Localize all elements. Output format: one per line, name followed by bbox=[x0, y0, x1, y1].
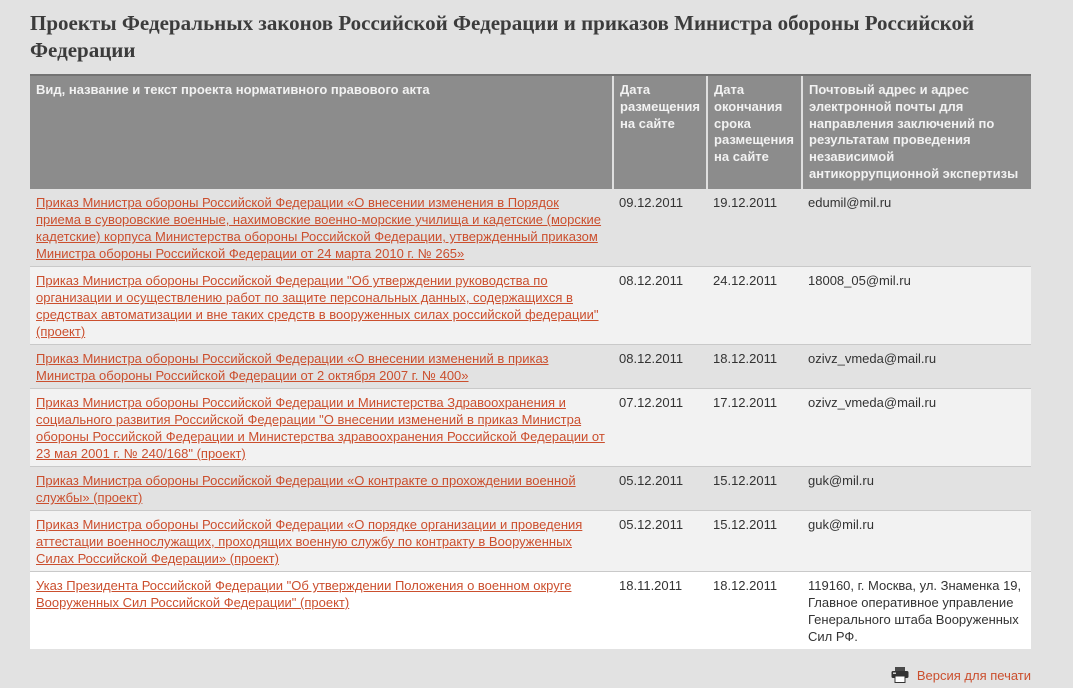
page-title: Проекты Федеральных законов Российской Федерации и приказов Министра обороны Российской Федерации bbox=[30, 11, 975, 62]
date-end-cell: 15.12.2011 bbox=[713, 473, 778, 489]
contact-address-cell: 119160, г. Москва, ул. Знаменка 19, Главное оперативное управление Генерального штаба Вооруженных Сил РФ. bbox=[808, 578, 1022, 645]
print-version-label: Версия для печати bbox=[916, 667, 1031, 683]
document-link[interactable]: Приказ Министра обороны Российской Федерации «О порядке организации и проведения аттестации военнослужащих, проходящих военную службу по контракту в Вооруженных Силах Российской Федерации» (проект) bbox=[36, 517, 583, 567]
contact-address-cell: edumil@mil.ru bbox=[808, 195, 892, 211]
document-title-cell bbox=[30, 511, 613, 572]
table-row bbox=[30, 345, 1031, 389]
table-row bbox=[30, 189, 1031, 267]
table-row bbox=[30, 572, 1031, 650]
table-row bbox=[30, 467, 1031, 511]
document-link[interactable]: Приказ Министра обороны Российской Федерации «О внесении изменения в Порядок приема в суворовские военные, нахимовские военно-морские училища и кадетские (морские кадетские) корпуса Министерства обороны Российской Федерации, утвержденный приказом Министра обороны Российской Федерации от 24 марта 2010 г. № 265» bbox=[36, 195, 602, 262]
print-line bbox=[30, 667, 1031, 688]
header-date-end: Дата окончания срока размещения на сайте bbox=[707, 75, 802, 189]
date-posted-cell: 08.12.2011 bbox=[619, 351, 684, 367]
document-link[interactable]: Приказ Министра обороны Российской Федерации и Министерства Здравоохранения и социального развития Российской Федерации "О внесении изменений в приказ Министра обороны Российской Федерации и Министерства здравоохранения Российской Федерации от 23 мая 2001 г. № 240/168" (проект) bbox=[36, 395, 605, 462]
date-posted-cell: 05.12.2011 bbox=[619, 473, 684, 489]
document-title-cell bbox=[30, 189, 613, 267]
document-title-cell bbox=[30, 389, 613, 467]
table-row bbox=[30, 389, 1031, 467]
date-end-cell: 24.12.2011 bbox=[713, 273, 778, 289]
header-date-posted: Дата размещения на сайте bbox=[613, 75, 707, 189]
table-body bbox=[30, 189, 1031, 649]
contact-address-cell: ozivz_vmeda@mail.ru bbox=[808, 351, 937, 367]
date-end-cell: 18.12.2011 bbox=[713, 578, 778, 594]
document-title-cell bbox=[30, 572, 613, 650]
document-link[interactable]: Приказ Министра обороны Российской Федерации "Об утверждении руководства по организации и осуществлению работ по защите персональных данных, содержащихся в средствах автоматизации и вне таких средств в вооруженных силах российской федерации" (проект) bbox=[36, 273, 599, 340]
date-end-cell: 19.12.2011 bbox=[713, 195, 778, 211]
table-header-row bbox=[30, 75, 1031, 189]
date-posted-cell: 07.12.2011 bbox=[619, 395, 684, 411]
document-title-cell bbox=[30, 267, 613, 345]
contact-address-cell: ozivz_vmeda@mail.ru bbox=[808, 395, 937, 411]
document-link[interactable]: Указ Президента Российской Федерации "Об утверждении Положения о военном округе Вооруженных Сил Российской Федерации" (проект) bbox=[36, 578, 572, 611]
print-version-link[interactable] bbox=[890, 667, 1031, 683]
table-row bbox=[30, 511, 1031, 572]
date-end-cell: 17.12.2011 bbox=[713, 395, 778, 411]
printer-icon[interactable] bbox=[890, 667, 910, 683]
contact-address-cell: guk@mil.ru bbox=[808, 517, 874, 533]
document-title-cell bbox=[30, 467, 613, 511]
documents-table bbox=[30, 74, 1031, 649]
contact-address-cell: 18008_05@mil.ru bbox=[808, 273, 911, 289]
date-posted-cell: 09.12.2011 bbox=[619, 195, 684, 211]
document-link[interactable]: Приказ Министра обороны Российской Федерации «О контракте о прохождении военной службы» (проект) bbox=[36, 473, 576, 506]
contact-address-cell: guk@mil.ru bbox=[808, 473, 874, 489]
date-posted-cell: 18.11.2011 bbox=[619, 578, 683, 594]
document-title-cell bbox=[30, 345, 613, 389]
header-contact-address: Почтовый адрес и адрес электронной почты для направления заключений по результатам проведения независимой антикоррупционной экспертизы bbox=[802, 75, 1031, 189]
document-link[interactable]: Приказ Министра обороны Российской Федерации «О внесении изменений в приказ Министра обороны Российской Федерации от 2 октября 2007 г. № 400» bbox=[36, 351, 549, 384]
date-end-cell: 15.12.2011 bbox=[713, 517, 778, 533]
header-document-title: Вид, название и текст проекта нормативного правового акта bbox=[30, 75, 613, 189]
table-row bbox=[30, 267, 1031, 345]
date-end-cell: 18.12.2011 bbox=[713, 351, 778, 367]
date-posted-cell: 08.12.2011 bbox=[619, 273, 684, 289]
date-posted-cell: 05.12.2011 bbox=[619, 517, 684, 533]
